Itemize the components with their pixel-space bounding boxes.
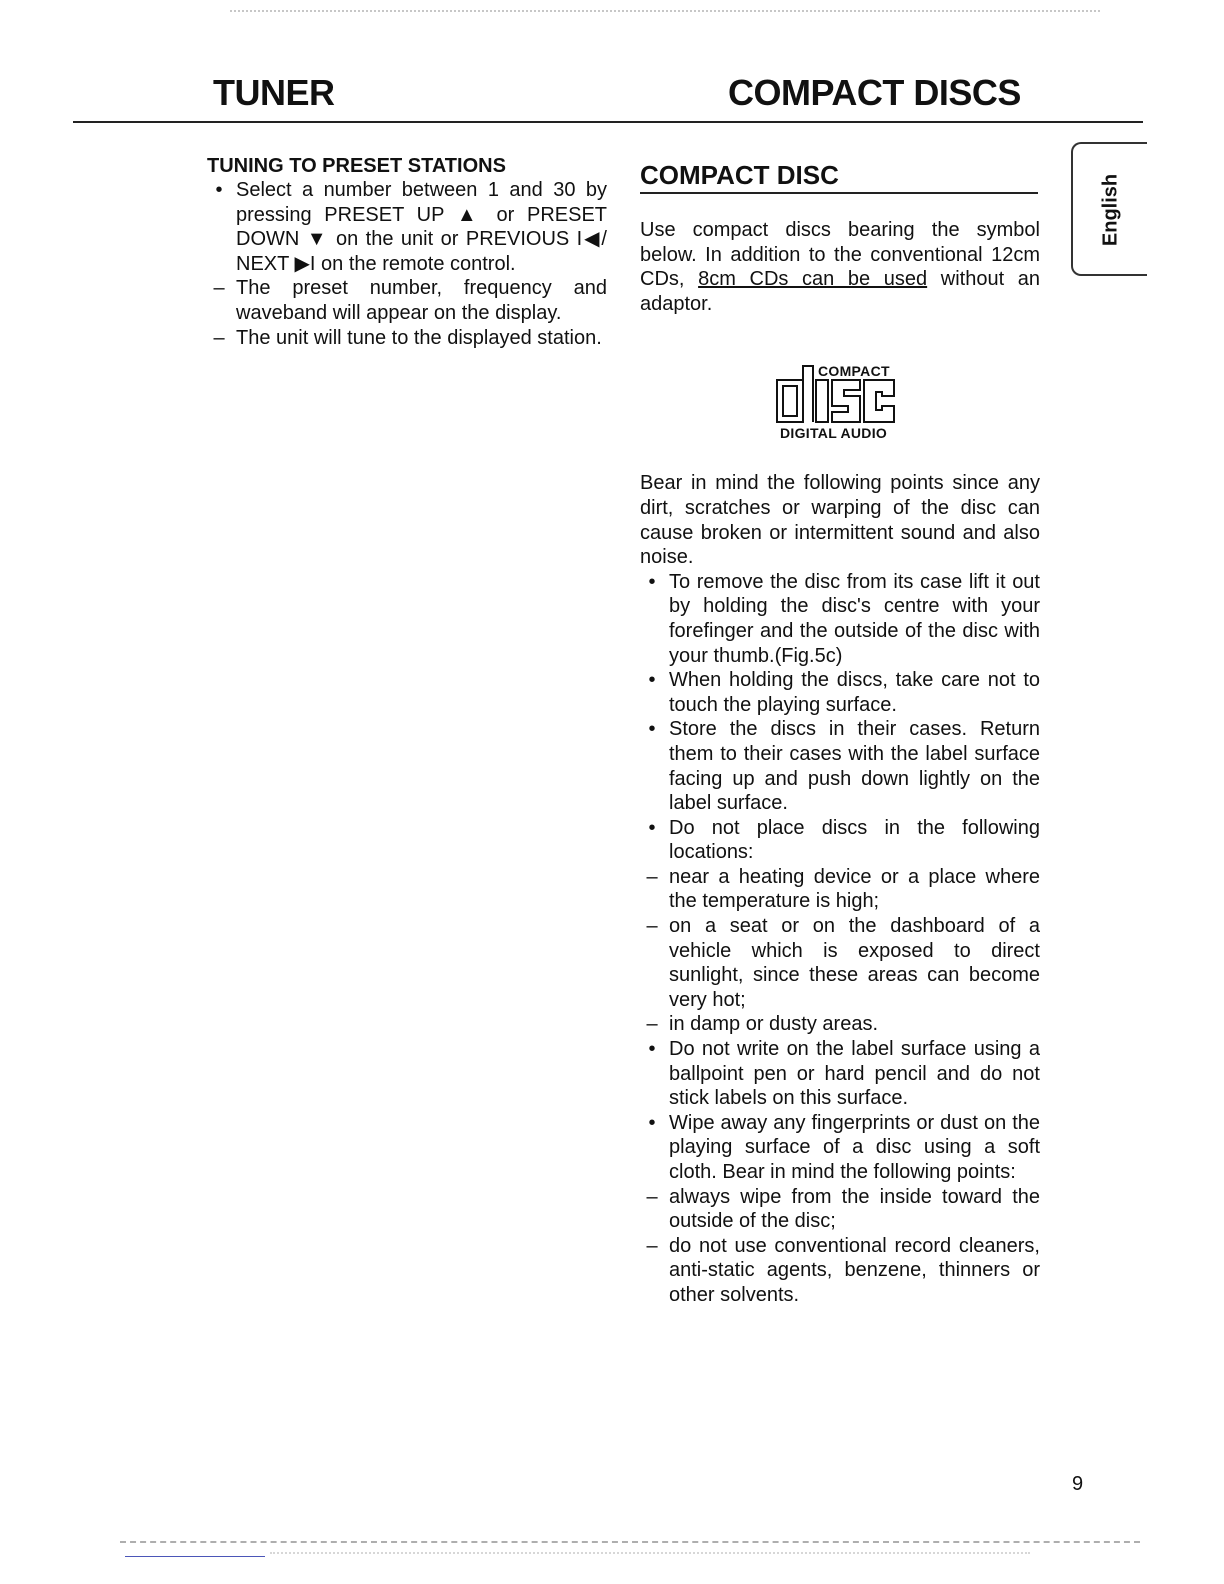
list-item bbox=[640, 1012, 1040, 1037]
list-marker: – bbox=[646, 1234, 658, 1257]
list-item bbox=[207, 178, 607, 276]
list-item bbox=[640, 570, 1040, 668]
list-item bbox=[640, 816, 1040, 865]
list-marker: • bbox=[215, 179, 223, 201]
list-marker: – bbox=[646, 1013, 658, 1036]
intro-underlined-text: 8cm CDs can be used bbox=[698, 268, 928, 291]
list-item bbox=[640, 865, 1040, 914]
list-item bbox=[640, 717, 1040, 815]
list-item-text: Store the discs in their cases. Return them to their cases with the label surface facing up and push down lightly on the label surface. bbox=[669, 718, 1040, 815]
list-marker: – bbox=[646, 1185, 658, 1208]
list-item bbox=[640, 1234, 1040, 1308]
header-rule bbox=[73, 121, 1143, 123]
tuner-subheading: TUNING TO PRESET STATIONS bbox=[207, 155, 506, 177]
list-marker: • bbox=[648, 669, 656, 692]
tuner-list bbox=[207, 178, 607, 350]
scan-artifact-top bbox=[230, 10, 1100, 20]
list-marker: • bbox=[648, 1111, 656, 1134]
list-item bbox=[207, 276, 607, 325]
list-marker: – bbox=[646, 915, 658, 938]
list-item bbox=[640, 1037, 1040, 1111]
logo-compact-text: COMPACT bbox=[818, 363, 890, 380]
list-item bbox=[640, 914, 1040, 1012]
language-label: English bbox=[1099, 173, 1122, 247]
list-item-text: The unit will tune to the displayed station. bbox=[236, 326, 602, 349]
list-item-text: in damp or dusty areas. bbox=[669, 1013, 878, 1036]
running-head-tuner: TUNER bbox=[213, 72, 335, 113]
list-item bbox=[640, 1111, 1040, 1185]
disc-logo-mark bbox=[776, 363, 906, 425]
page-number: 9 bbox=[1072, 1473, 1084, 1495]
list-marker: – bbox=[213, 326, 225, 349]
compact-disc-column bbox=[640, 160, 1040, 1308]
disc-care-list bbox=[640, 570, 1040, 1308]
compact-disc-intro bbox=[640, 218, 1040, 316]
list-item-text: Select a number between 1 and 30 by pressing PRESET UP ▲ or PRESET DOWN ▼ on the unit or PREVIOUS I◀/ NEXT ▶I on the remote control. bbox=[236, 179, 607, 275]
care-intro: Bear in mind the following points since any dirt, scratches or warping of the disc can cause broken or intermittent sound and also noise. bbox=[640, 472, 1040, 569]
running-head-compact-discs: COMPACT DISCS bbox=[728, 72, 1021, 113]
list-marker: • bbox=[648, 718, 656, 741]
list-marker: • bbox=[648, 816, 656, 839]
compact-disc-logo bbox=[776, 363, 936, 443]
list-marker: • bbox=[648, 1038, 656, 1061]
list-item-text: always wipe from the inside toward the outside of the disc; bbox=[669, 1185, 1040, 1233]
list-item-text: To remove the disc from its case lift it out by holding the disc's centre with your forefinger and the outside of the disc with your thumb.(Fig.5c) bbox=[669, 570, 1040, 667]
list-marker: • bbox=[648, 570, 656, 593]
list-item-text: Do not write on the label surface using a ballpoint pen or hard pencil and do not stick labels on this surface. bbox=[669, 1038, 1040, 1110]
list-item bbox=[640, 1185, 1040, 1234]
language-tab bbox=[1071, 142, 1147, 276]
scan-artifact-line bbox=[125, 1556, 265, 1557]
list-item bbox=[207, 326, 607, 351]
list-item-text: The preset number, frequency and waveband will appear on the display. bbox=[236, 277, 607, 324]
compact-disc-heading: COMPACT DISC bbox=[640, 160, 1038, 194]
list-item-text: on a seat or on the dashboard of a vehicle which is exposed to direct sunlight, since these areas can become very hot; bbox=[669, 915, 1040, 1011]
logo-digital-audio-text: DIGITAL AUDIO bbox=[780, 425, 888, 442]
intro-tail-text: without an adaptor. bbox=[640, 268, 1041, 315]
tuner-column bbox=[207, 154, 607, 350]
list-marker: – bbox=[646, 865, 658, 888]
list-item-text: Do not place discs in the following locations: bbox=[669, 816, 1040, 864]
intro-text: Use compact discs bearing the symbol below. In addition to the conventional 12cm CDs, bbox=[640, 219, 1040, 291]
list-item-text: do not use conventional record cleaners, anti-static agents, benzene, thinners or other solvents. bbox=[669, 1234, 1040, 1306]
list-item-text: near a heating device or a place where the temperature is high; bbox=[669, 865, 1040, 913]
list-marker: – bbox=[213, 277, 225, 300]
list-item-text: Wipe away any fingerprints or dust on the playing surface of a disc using a soft cloth. Bear in mind the following points: bbox=[669, 1111, 1040, 1183]
scan-artifact-bottom bbox=[120, 1541, 1140, 1551]
list-item bbox=[640, 668, 1040, 717]
list-item-text: When holding the discs, take care not to touch the playing surface. bbox=[669, 669, 1040, 716]
scan-artifact-dots bbox=[270, 1552, 1030, 1560]
